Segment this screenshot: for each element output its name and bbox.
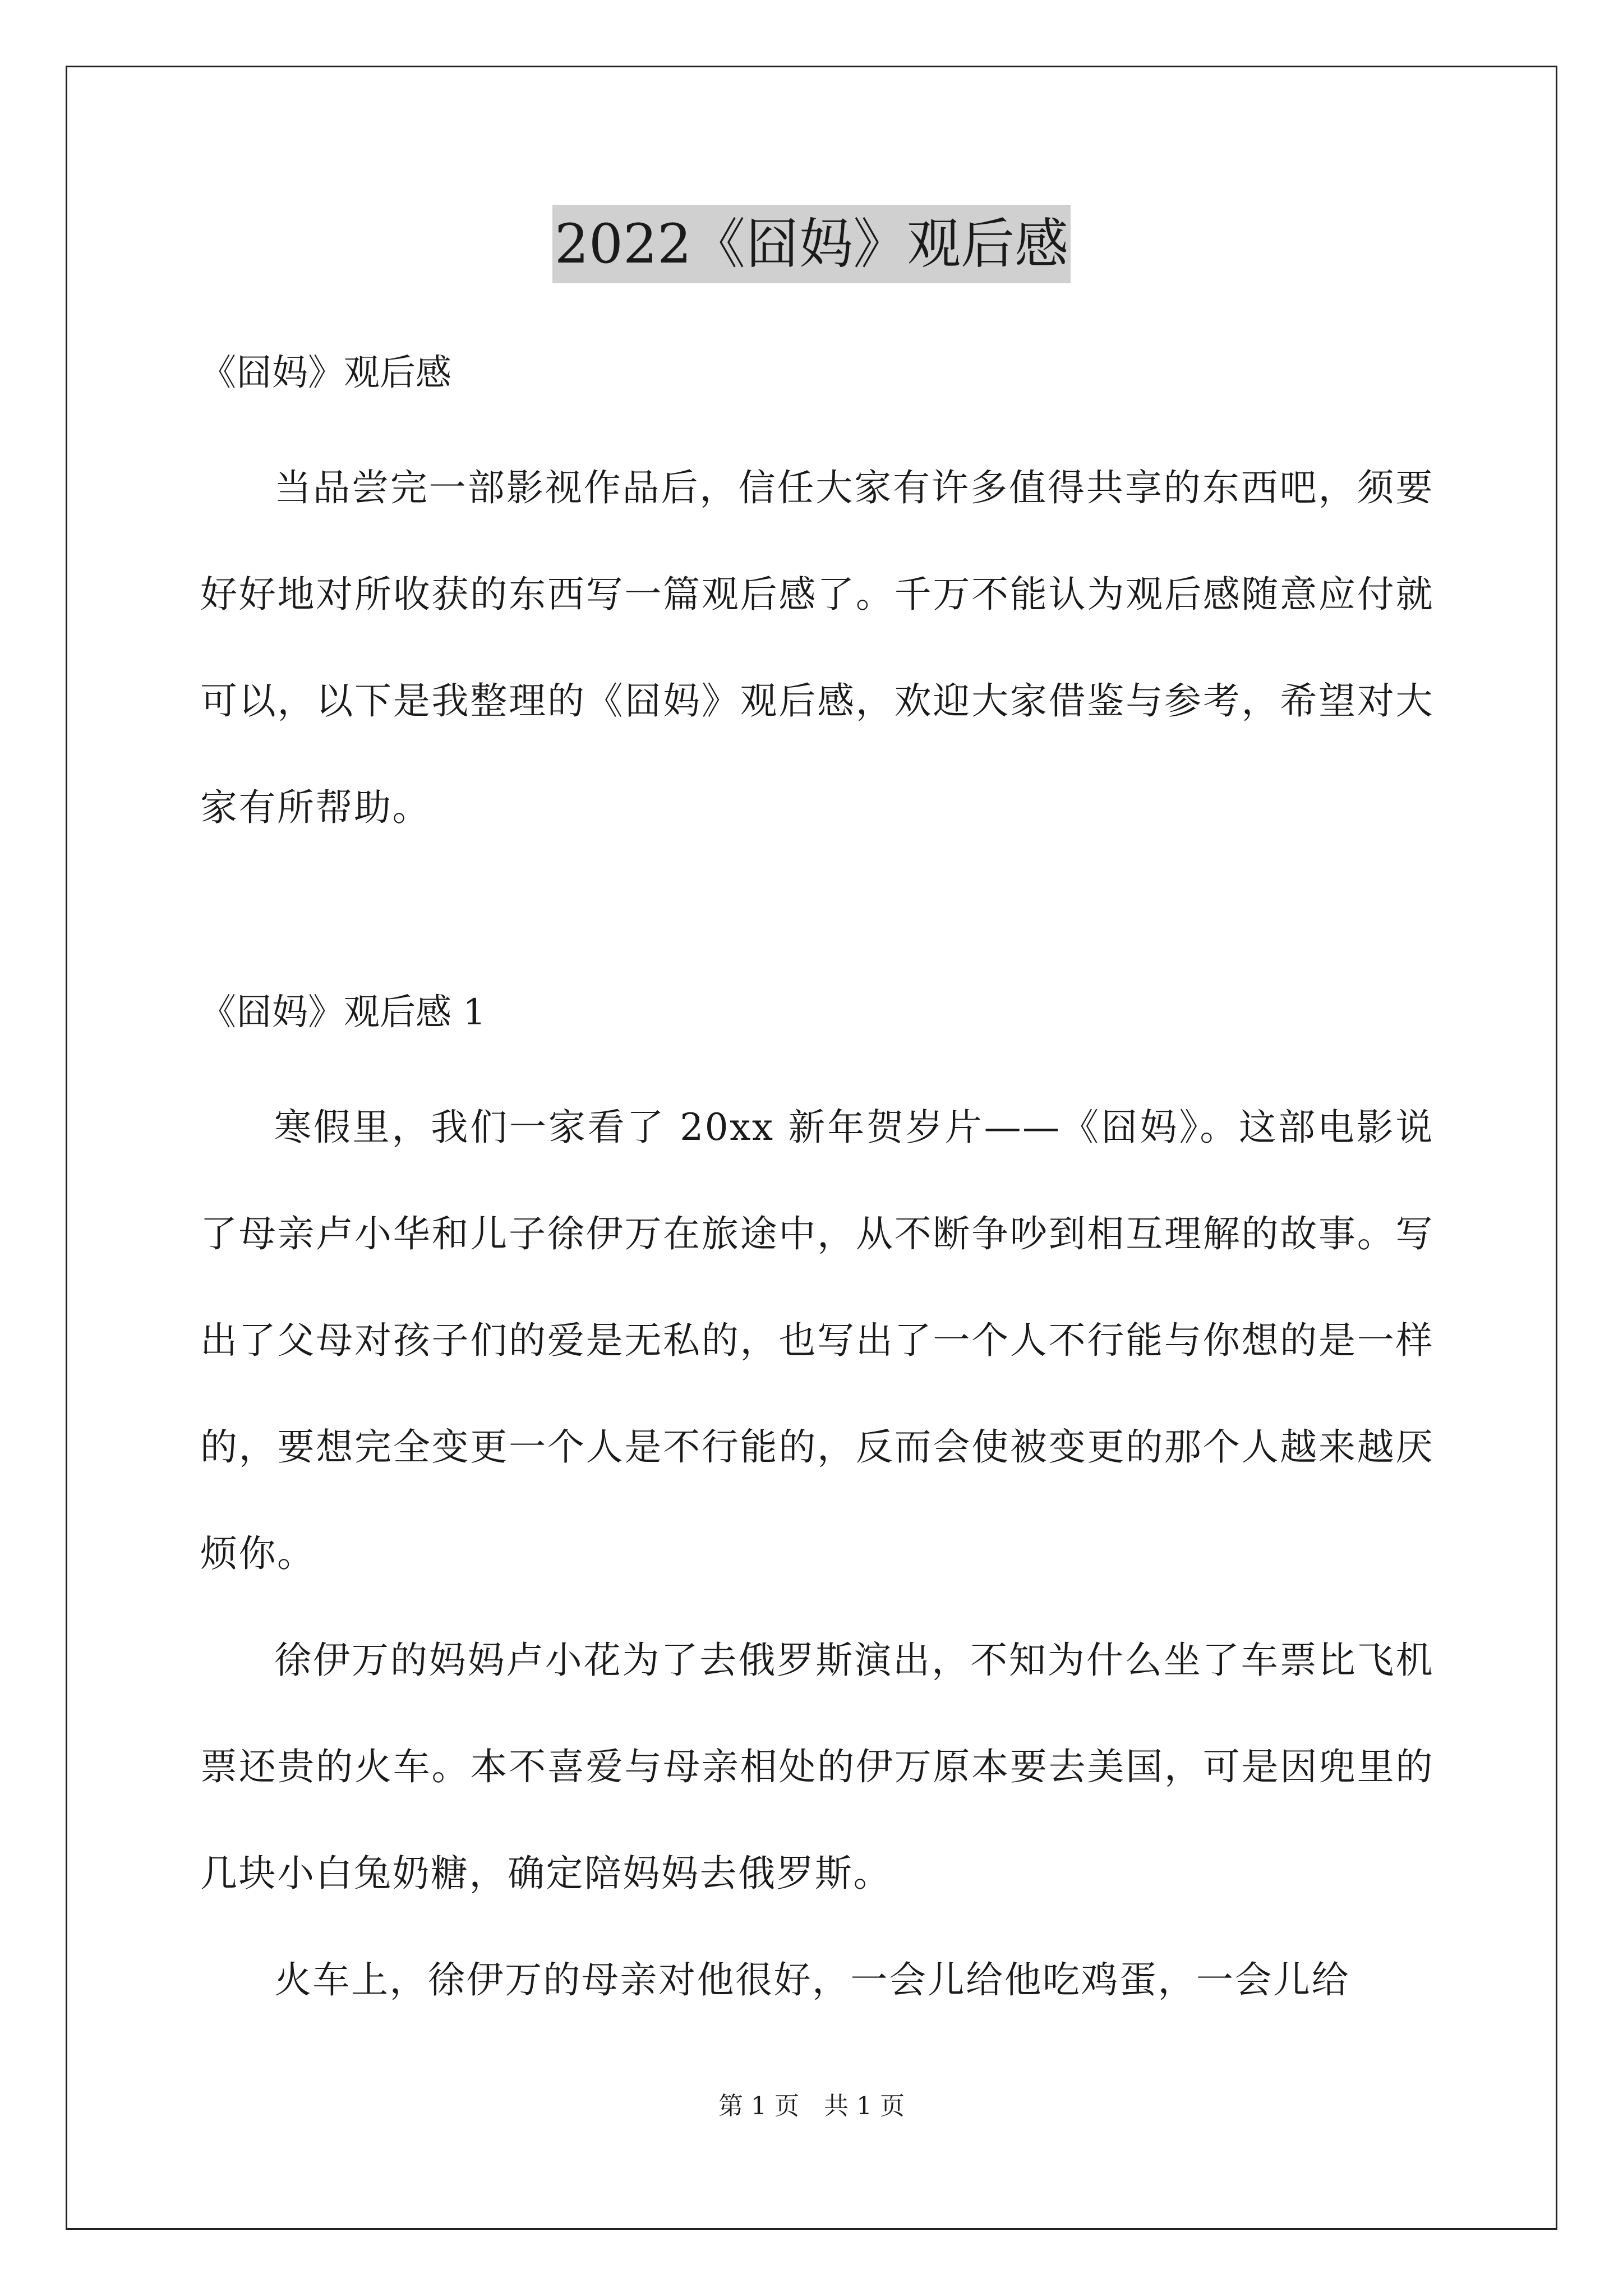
page-footer: 第 1 页 共 1 页	[718, 2092, 905, 2120]
intro-paragraph: 当品尝完一部影视作品后，信任大家有许多值得共享的东西吧，须要好好地对所收获的东西写一篇观后感了。千万不能认为观后感随意应付就可以，以下是我整理的《囧妈》观后感，欢迎大家借鉴与参考，希望对大家有所帮助。	[200, 466, 1434, 829]
title-container	[0, 205, 1623, 283]
section1-paragraph-2: 徐伊万的妈妈卢小花为了去俄罗斯演出，不知为什么坐了车票比飞机票还贵的火车。本不喜爱与母亲相处的伊万原本要去美国，可是因兜里的几块小白兔奶糖，确定陪妈妈去俄罗斯。	[200, 1639, 1434, 1895]
section1-paragraph-3: 火车上，徐伊万的母亲对他很好，一会儿给他吃鸡蛋，一会儿给	[274, 1958, 1350, 2001]
section1-heading: 《囧妈》观后感 1	[200, 992, 486, 1033]
intro-heading: 《囧妈》观后感	[200, 352, 451, 394]
document-title: 2022《囧妈》观后感	[552, 205, 1071, 283]
section1-paragraph-1: 寒假里，我们一家看了 20xx 新年贺岁片——《囧妈》。这部电影说了母亲卢小华和儿子徐伊万在旅途中，从不断争吵到相互理解的故事。写出了父母对孩子们的爱是无私的，也写出了一个人不行能与你想的是一样的，要想完全变更一个人是不行能的，反而会使被变更的那个人越来越厌烦你。	[200, 1106, 1434, 1575]
